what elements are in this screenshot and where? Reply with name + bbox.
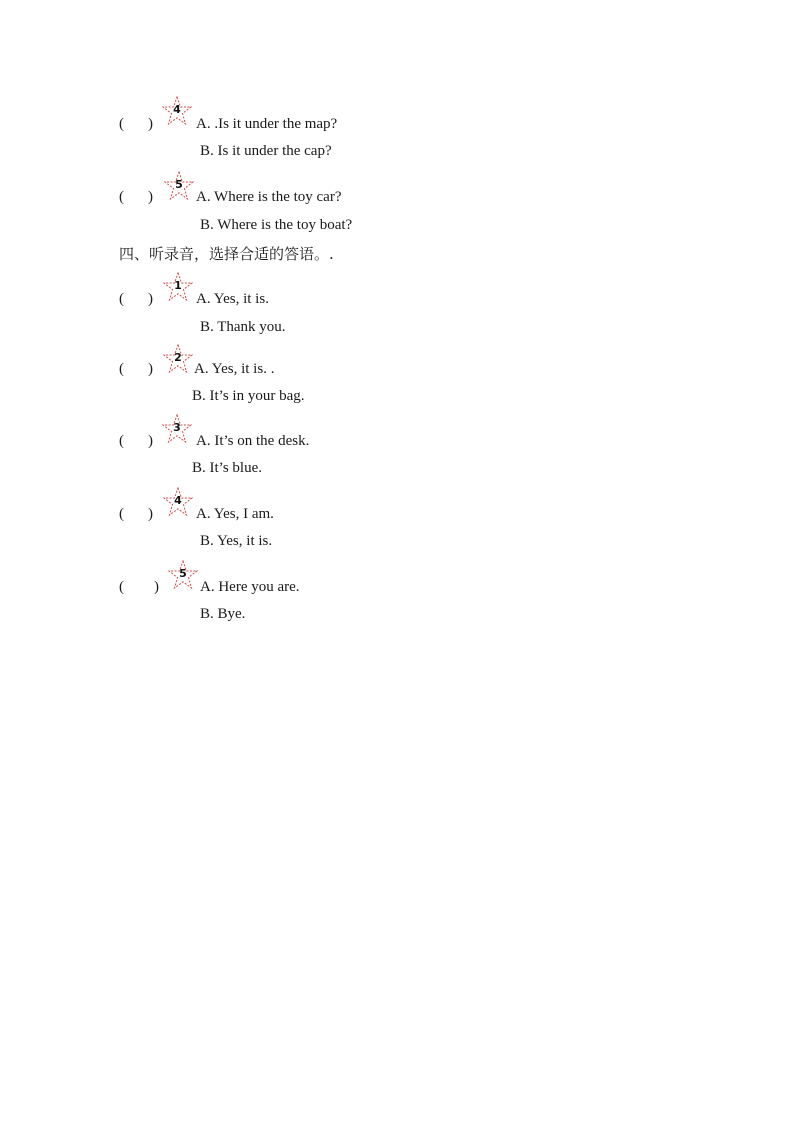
answer-blank[interactable] bbox=[119, 433, 153, 450]
question-number: 1 bbox=[174, 279, 182, 292]
option-b: B. Bye. bbox=[200, 606, 246, 622]
option-a: A. Yes, it is. bbox=[196, 291, 269, 307]
question-number: 4 bbox=[173, 103, 181, 116]
close-paren: ) bbox=[148, 433, 153, 449]
option-a: A. Where is the toy car? bbox=[196, 189, 342, 205]
option-b: B. Where is the toy boat? bbox=[200, 217, 353, 233]
question-number: 3 bbox=[173, 421, 181, 434]
question-number: 2 bbox=[174, 351, 182, 364]
close-paren: ) bbox=[148, 116, 153, 132]
question-item bbox=[0, 559, 793, 622]
close-paren: ) bbox=[148, 291, 153, 307]
option-a: A. Here you are. bbox=[200, 579, 300, 595]
open-paren: ( bbox=[119, 116, 124, 132]
close-paren: ) bbox=[148, 361, 153, 377]
option-a: A. .Is it under the map? bbox=[196, 116, 338, 132]
question-item bbox=[0, 341, 793, 404]
star-number-icon bbox=[163, 272, 193, 302]
option-a: A. Yes, it is. . bbox=[194, 361, 275, 377]
question-item bbox=[0, 271, 793, 335]
star-number-icon bbox=[163, 487, 193, 517]
open-paren: ( bbox=[119, 506, 124, 522]
option-b: B. It’s blue. bbox=[192, 460, 262, 476]
open-paren: ( bbox=[119, 579, 124, 595]
open-paren: ( bbox=[119, 433, 124, 449]
option-a: A. Yes, I am. bbox=[196, 506, 274, 522]
question-number: 4 bbox=[174, 494, 182, 507]
question-item bbox=[0, 486, 793, 549]
open-paren: ( bbox=[119, 361, 124, 377]
answer-blank[interactable] bbox=[119, 189, 153, 206]
answer-blank[interactable] bbox=[119, 506, 153, 523]
option-b: B. Is it under the cap? bbox=[200, 143, 332, 159]
answer-blank[interactable] bbox=[119, 361, 153, 378]
option-b: B. Yes, it is. bbox=[200, 533, 273, 549]
star-number-icon bbox=[162, 414, 192, 444]
open-paren: ( bbox=[119, 189, 124, 205]
question-item bbox=[0, 169, 793, 233]
close-paren: ) bbox=[148, 506, 153, 522]
open-paren: ( bbox=[119, 291, 124, 307]
question-item bbox=[0, 96, 793, 159]
star-number-icon bbox=[168, 560, 198, 590]
option-b: B. It’s in your bag. bbox=[192, 388, 305, 404]
star-number-icon bbox=[163, 344, 193, 374]
close-paren: ) bbox=[148, 189, 153, 205]
question-number: 5 bbox=[179, 567, 187, 580]
option-a: A. It’s on the desk. bbox=[196, 433, 310, 449]
star-number-icon bbox=[164, 171, 194, 201]
close-paren: ) bbox=[154, 579, 159, 595]
question-item bbox=[0, 413, 793, 476]
answer-blank[interactable] bbox=[119, 291, 153, 308]
answer-blank[interactable] bbox=[119, 116, 153, 133]
answer-blank[interactable] bbox=[119, 579, 159, 596]
star-number-icon bbox=[162, 96, 192, 126]
section-heading: 四、听录音，选择合适的答语。. bbox=[119, 245, 334, 263]
option-b: B. Thank you. bbox=[200, 319, 286, 335]
question-number: 5 bbox=[175, 178, 183, 191]
